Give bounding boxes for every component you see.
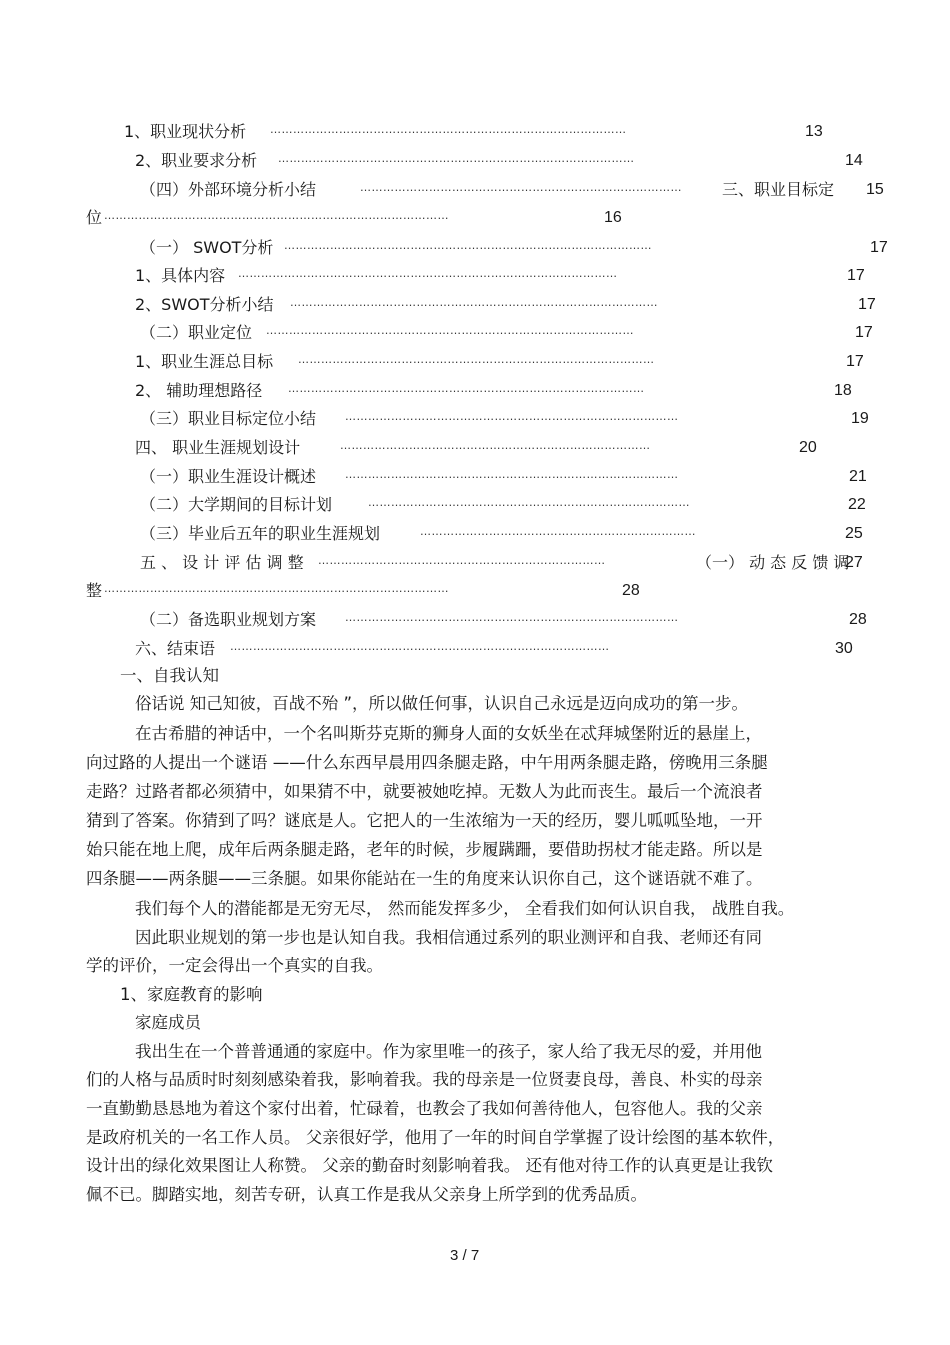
toc-entry-label: （二）备选职业规划方案 <box>140 610 317 629</box>
toc-entry-label: 2、职业要求分析 <box>135 151 258 170</box>
paragraph-line: 学的评价，一定会得出一个真实的自我。 <box>86 956 383 975</box>
toc-entry-page: 13 <box>805 123 823 140</box>
paragraph: 我们每个人的潜能都是无穷无尽， 然而能发挥多少， 全看我们如何认识自我， 战胜自我。 <box>135 899 795 918</box>
toc-entry-label: 三、职业目标定 <box>722 180 835 199</box>
paragraph-line: 走路？过路者都必须猜中，如果猜不中，就要被她吃掉。无数人为此而丧生。最后一个流浪者 <box>86 782 763 801</box>
paragraph-line: 设计出的绿化效果图让人称赞。 父亲的勤奋时刻影响着我。 还有他对待工作的认真更是让我钦 <box>86 1156 773 1175</box>
section-heading: 一、自我认知 <box>120 666 219 685</box>
toc-entry-page: 28 <box>849 611 867 628</box>
toc-leader-dots: ………………………………………………………………………………… <box>288 382 645 395</box>
toc-entry-page: 17 <box>870 239 888 256</box>
toc-entry-page: 19 <box>851 410 869 427</box>
toc-leader-dots: ………………………………………………………………… <box>318 554 606 567</box>
subsection-title: 家庭成员 <box>135 1013 201 1032</box>
toc-leader-dots: ……………………………………………………………………………………… <box>238 267 618 280</box>
page-number: 3 / 7 <box>450 1247 480 1264</box>
toc-entry-label: （三）毕业后五年的职业生涯规划 <box>140 524 381 543</box>
paragraph-line: 猜到了答案。你猜到了吗？谜底是人。它把人的一生浓缩为一天的经历，婴儿呱呱坠地，一开 <box>86 811 763 830</box>
toc-leader-dots: …………………………………………………………………………………… <box>266 324 634 337</box>
toc-entry-label: 1、职业生涯总目标 <box>135 352 274 371</box>
toc-entry-page: 14 <box>845 152 863 169</box>
paragraph-line: 是政府机关的一名工作人员。 父亲很好学，他用了一年的时间自学掌握了设计绘图的基本软件， <box>86 1128 785 1147</box>
paragraph-line: 始只能在地上爬，成年后两条腿走路，老年的时候，步履蹒跚，要借助拐杖才能走路。所以是 <box>86 840 763 859</box>
toc-entry-label: （一）职业生涯设计概述 <box>140 467 317 486</box>
paragraph-line: 在古希腊的神话中，一个名叫斯芬克斯的狮身人面的女妖坐在忒拜城堡附近的悬崖上， <box>135 724 762 743</box>
toc-entry-label: 1、职业现状分析 <box>124 122 247 141</box>
toc-entry-page: 30 <box>835 640 853 657</box>
paragraph-line: 我出生在一个普普通通的家庭中。作为家里唯一的孩子，家人给了我无尽的爱，并用他 <box>135 1042 762 1061</box>
toc-entry-label: 整 <box>86 581 103 600</box>
toc-entry-label: 五 、 设 计 评 估 调 整 <box>140 553 304 572</box>
toc-leader-dots: …………………………………………………………………………… <box>345 468 679 481</box>
toc-leader-dots: ………………………………………………………………………… <box>368 496 690 509</box>
toc-leader-dots: …………………………………………………………………………… <box>345 611 679 624</box>
toc-leader-dots: ……………………………………………………………………………… <box>104 209 449 222</box>
toc-entry-page: 25 <box>845 525 863 542</box>
paragraph-line: 一直勤勤恳恳地为着这个家付出着，忙碌着，也教会了我如何善待他人，包容他人。我的父亲 <box>86 1099 763 1118</box>
toc-entry-label: 六、结束语 <box>135 639 216 658</box>
toc-leader-dots: ………………………………………………………………………………… <box>270 123 627 136</box>
toc-entry-label: （四）外部环境分析小结 <box>140 180 317 199</box>
toc-entry-label: （三）职业目标定位小结 <box>140 409 317 428</box>
toc-entry-page: 17 <box>847 267 865 284</box>
toc-leader-dots: ………………………………………………………………………………… <box>278 152 635 165</box>
paragraph-line: 四条腿——两条腿——三条腿。如果你能站在一生的角度来认识你自己，这个谜语就不难了。 <box>86 869 763 888</box>
toc-entry-page: 21 <box>849 468 867 485</box>
toc-entry-page: 17 <box>858 296 876 313</box>
toc-leader-dots: …………………………………………………………………………………… <box>290 296 658 309</box>
toc-entry-label: 1、具体内容 <box>135 266 226 285</box>
toc-entry-page: 17 <box>846 353 864 370</box>
toc-leader-dots: …………………………………………………………………………… <box>345 410 679 423</box>
toc-entry-label: 位 <box>86 208 103 227</box>
toc-leader-dots: ………………………………………………………………………………… <box>298 353 655 366</box>
toc-entry-label: （一） 动 态 反 馈 调 <box>696 553 850 572</box>
toc-entry-page: 17 <box>855 324 873 341</box>
paragraph-line: 因此职业规划的第一步也是认知自我。我相信通过系列的职业测评和自我、老师还有同 <box>135 928 762 947</box>
toc-entry-page: 27 <box>845 554 863 571</box>
paragraph-line: 们的人格与品质时时刻刻感染着我，影响着我。我的母亲是一位贤妻良母，善良、朴实的母亲 <box>86 1070 763 1089</box>
paragraph-line: 向过路的人提出一个谜语 ——什么东西早晨用四条腿走路，中午用两条腿走路，傍晚用三条腿 <box>86 753 768 772</box>
toc-entry-page: 22 <box>848 496 866 513</box>
toc-entry-page: 20 <box>799 439 817 456</box>
toc-leader-dots: ……………………………………………………………………………………… <box>230 640 610 653</box>
toc-entry-label: （二）大学期间的目标计划 <box>140 495 333 514</box>
toc-entry-page: 18 <box>834 382 852 399</box>
toc-entry-page: 28 <box>622 582 640 599</box>
toc-leader-dots: ……………………………………………………………………………… <box>104 582 449 595</box>
toc-leader-dots: ……………………………………………………………………… <box>340 439 651 452</box>
toc-entry-page: 15 <box>866 181 884 198</box>
toc-entry-label: 四、 职业生涯规划设计 <box>135 438 301 457</box>
toc-entry-label: 2、SWOT分析小结 <box>135 295 274 314</box>
toc-leader-dots: …………………………………………………………………………………… <box>284 239 652 252</box>
toc-entry-label: （一） SWOT分析 <box>140 238 274 257</box>
toc-entry-label: （二）职业定位 <box>140 323 253 342</box>
toc-entry-page: 16 <box>604 209 622 226</box>
toc-entry-label: 2、 辅助理想路径 <box>135 381 263 400</box>
paragraph: 俗话说 知己知彼，百战不殆 ”，所以做任何事，认识自己永远是迈向成功的第一步。 <box>135 694 749 713</box>
toc-leader-dots: ……………………………………………………………… <box>420 525 696 538</box>
toc-leader-dots: ………………………………………………………………………… <box>360 181 682 194</box>
paragraph-line: 佩不已。脚踏实地，刻苦专研，认真工作是我从父亲身上所学到的优秀品质。 <box>86 1185 647 1204</box>
subsection-heading: 1、家庭教育的影响 <box>120 985 263 1004</box>
